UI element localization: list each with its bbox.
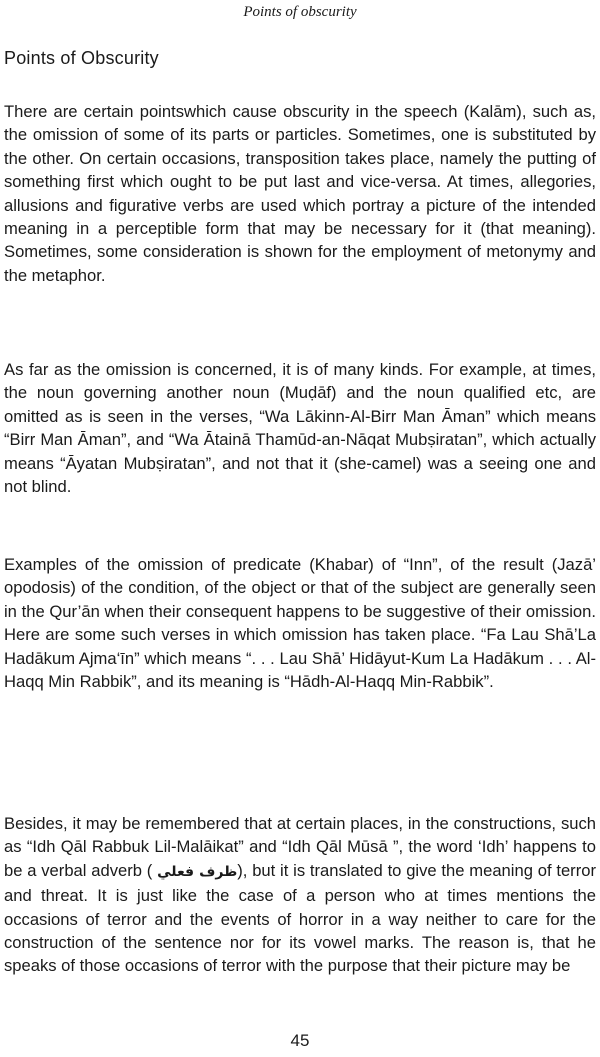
arabic-term: ظرف فعلي — [157, 863, 238, 880]
paragraph-4-text-end: ), but it is translated to give the meaning of terror and threat. It is just like the case of a person who at times mentions the occasions of terror and the events of horror in a way neither to care for the construction of the sentence nor for its vowel marks. The reason is, that he speaks of those occasions of terror with the purpose that their picture may be — [4, 860, 596, 976]
page-number: 45 — [290, 1031, 310, 1050]
running-head: Points of obscurity — [243, 4, 357, 20]
paragraph-4 — [4, 812, 596, 978]
paragraph-4-text-start: Besides, it may be remembered that at certain places, in the constructions, such as “Idh Qāl Rabbuk Lil-Malāikat” and “Idh Qāl Mūsā ”, the word ‘Idh’ happens to be a verbal adverb ( — [4, 814, 596, 880]
paragraph-2: As far as the omission is concerned, it is of many kinds. For example, at times, the noun governing another noun (Muḍāf) and the noun qualified etc, are omitted as is seen in the verses, “Wa Lākinn-Al-Birr Man Āman” which means “Birr Man Āman”, and “Wa Ātainā Thamūd-an-Nāqat Mubṣiratan”, which actually means “Āyatan Mubṣiratan”, and not that it (she-camel) was a seeing one and not blind. — [4, 360, 596, 497]
section-title: Points of Obscurity — [4, 48, 159, 68]
paragraph-1: There are certain pointswhich cause obscurity in the speech (Kalām), such as, the omission of some of its parts or particles. Sometimes, one is substituted by the other. On certain occasions, transposition takes place, namely the putting of something first which ought to be put last and vice-versa. At times, allegories, allusions and figurative verbs are used which portray a picture of the intended meaning in a perceptible form that may be necessary for it (that meaning). Sometimes, some consideration is shown for the employment of metonymy and the metaphor. — [4, 102, 596, 285]
paragraph-3: Examples of the omission of predicate (Khabar) of “Inn”, of the result (Jazā’ opodosis) of the condition, of the object or that of the subject are generally seen in the Qur’ān when their consequent happens to be suggestive of their omission. Here are some such verses in which omission has taken place. “Fa Lau Shā’La Hadākum Ajma‘īn” which means “. . . Lau Shā’ Hidāyut-Kum La Hadākum . . . Al-Haqq Min Rabbik”, and its meaning is “Hādh-Al-Haqq Min-Rabbik”. — [4, 555, 596, 692]
